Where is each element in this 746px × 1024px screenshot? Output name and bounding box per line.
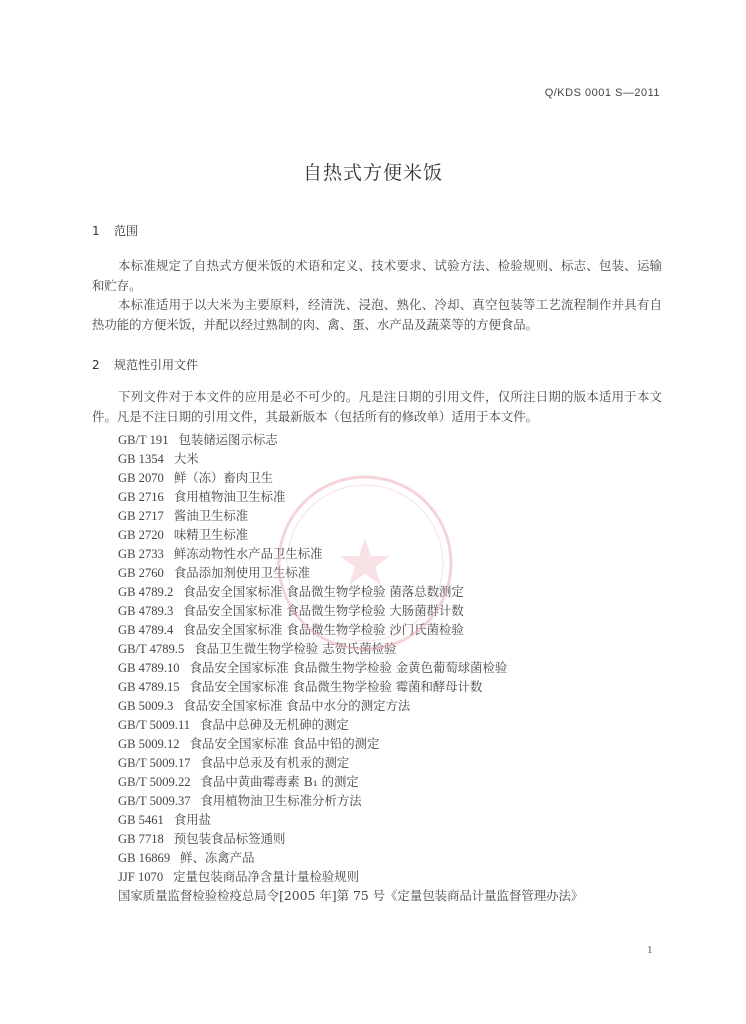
reference-code: GB/T 4789.5	[118, 642, 185, 656]
reference-item	[118, 772, 583, 791]
reference-title: 食用植物油卫生标准分析方法	[200, 793, 362, 808]
reference-item	[118, 696, 583, 715]
reference-item	[118, 506, 583, 525]
section-number: 1	[92, 224, 100, 238]
reference-code: GB/T 5009.22	[118, 775, 191, 789]
reference-item	[118, 734, 583, 753]
reference-code: GB 4789.2	[118, 585, 174, 599]
reference-title: 食品中黄曲霉毒素 B₁ 的测定	[200, 774, 359, 789]
reference-item	[118, 677, 583, 696]
reference-item	[118, 658, 583, 677]
reference-item	[118, 848, 583, 867]
reference-code: GB 5009.3	[118, 699, 174, 713]
reference-title: 定量包装商品净含量计量检验规则	[173, 869, 360, 884]
reference-item	[118, 753, 583, 772]
reference-code: GB 2733	[118, 547, 164, 561]
reference-code: GB 2717	[118, 509, 164, 523]
reference-code: GB 2716	[118, 490, 164, 504]
reference-item	[118, 563, 583, 582]
section-number: 2	[92, 358, 100, 372]
reference-code: GB 4789.15	[118, 680, 180, 694]
reference-item	[118, 867, 583, 886]
references-intro-paragraph: 下列文件对于本文件的应用是必不可少的。凡是注日期的引用文件，仅所注日期的版本适用于本文件。凡是不注日期的引用文件，其最新版本（包括所有的修改单）适用于本文件。	[92, 389, 662, 424]
reference-code: GB 4789.10	[118, 661, 180, 675]
reference-title: 预包装食品标签通则	[173, 831, 286, 846]
section-heading-normative-references	[92, 356, 198, 373]
reference-title: 食品安全国家标准 食品微生物学检验 大肠菌群计数	[183, 603, 464, 618]
reference-title: 酱油卫生标准	[173, 508, 249, 523]
reference-title: 食品安全国家标准 食品微生物学检验 金黄色葡萄球菌检验	[189, 660, 508, 675]
reference-title: 食品中总汞及有机汞的测定	[200, 755, 350, 770]
reference-item	[118, 449, 583, 468]
reference-code: GB 4789.3	[118, 604, 174, 618]
reference-item	[118, 639, 583, 658]
reference-item	[118, 582, 583, 601]
reference-title: 食品安全国家标准 食品微生物学检验 沙门氏菌检验	[183, 622, 464, 637]
reference-code: JJF 1070	[118, 870, 164, 884]
reference-code: GB 16869	[118, 851, 171, 865]
reference-item	[118, 829, 583, 848]
reference-item	[118, 620, 583, 639]
scope-paragraph-1: 本标准规定了自热式方便米饭的术语和定义、技术要求、试验方法、检验规则、标志、包装、运输和贮存。	[92, 258, 662, 293]
page-number: 1	[647, 944, 653, 956]
reference-item	[118, 525, 583, 544]
reference-title: 食用盐	[173, 812, 212, 827]
reference-item	[118, 715, 583, 734]
reference-item	[118, 810, 583, 829]
scope-paragraph-2: 本标准适用于以大米为主要原料，经清洗、浸泡、熟化、冷却、真空包装等工艺流程制作并具有自热功能的方便米饭，并配以经过熟制的肉、禽、蛋、水产品及蔬菜等的方便食品。	[92, 297, 662, 332]
reference-title: 食品安全国家标准 食品中水分的测定方法	[183, 698, 411, 713]
reference-item	[118, 468, 583, 487]
section-heading-scope	[92, 222, 138, 239]
reference-title: 食品中总砷及无机砷的测定	[200, 717, 349, 732]
reference-code: GB 1354	[118, 452, 164, 466]
reference-list	[118, 430, 583, 905]
reference-code: GB/T 5009.17	[118, 756, 191, 770]
reference-title: 食品安全国家标准 食品中铅的测定	[189, 736, 380, 751]
reference-title: 鲜、冻禽产品	[180, 850, 255, 865]
reference-title: 国家质量监督检验检疫总局令[2005 年]第 75 号《定量包装商品计量监督管理办法》	[118, 888, 584, 903]
reference-title: 鲜（冻）畜肉卫生	[173, 470, 273, 485]
reference-title: 食用植物油卫生标准	[173, 489, 286, 504]
reference-item	[118, 430, 583, 449]
reference-item	[118, 601, 583, 620]
reference-title: 包装储运图示标志	[178, 432, 278, 447]
section-title: 规范性引用文件	[114, 358, 199, 372]
reference-item	[118, 487, 583, 506]
reference-item	[118, 791, 583, 810]
reference-code: GB/T 5009.11	[118, 718, 191, 732]
reference-code: GB 5009.12	[118, 737, 180, 751]
reference-code: GB 5461	[118, 813, 164, 827]
reference-item	[118, 544, 583, 563]
reference-code: GB 4789.4	[118, 623, 174, 637]
reference-title: 食品安全国家标准 食品微生物学检验 霉菌和酵母计数	[189, 679, 483, 694]
standard-code: Q/KDS 0001 S—2011	[544, 87, 660, 99]
reference-title: 食品卫生微生物学检验 志贺氏菌检验	[194, 641, 397, 656]
reference-code: GB 7718	[118, 832, 164, 846]
reference-code: GB 2070	[118, 471, 164, 485]
reference-title: 食品添加剂使用卫生标准	[173, 565, 311, 580]
reference-title: 大米	[173, 451, 199, 466]
reference-title: 食品安全国家标准 食品微生物学检验 菌落总数测定	[183, 584, 464, 599]
reference-item	[118, 886, 583, 905]
reference-code: GB 2720	[118, 528, 164, 542]
reference-code: GB/T 191	[118, 433, 169, 447]
page-title: 自热式方便米饭	[302, 162, 443, 184]
reference-title: 味精卫生标准	[173, 527, 249, 542]
reference-code: GB 2760	[118, 566, 164, 580]
section-title: 范围	[114, 224, 139, 238]
reference-title: 鲜冻动物性水产品卫生标准	[173, 546, 323, 561]
reference-code: GB/T 5009.37	[118, 794, 191, 808]
